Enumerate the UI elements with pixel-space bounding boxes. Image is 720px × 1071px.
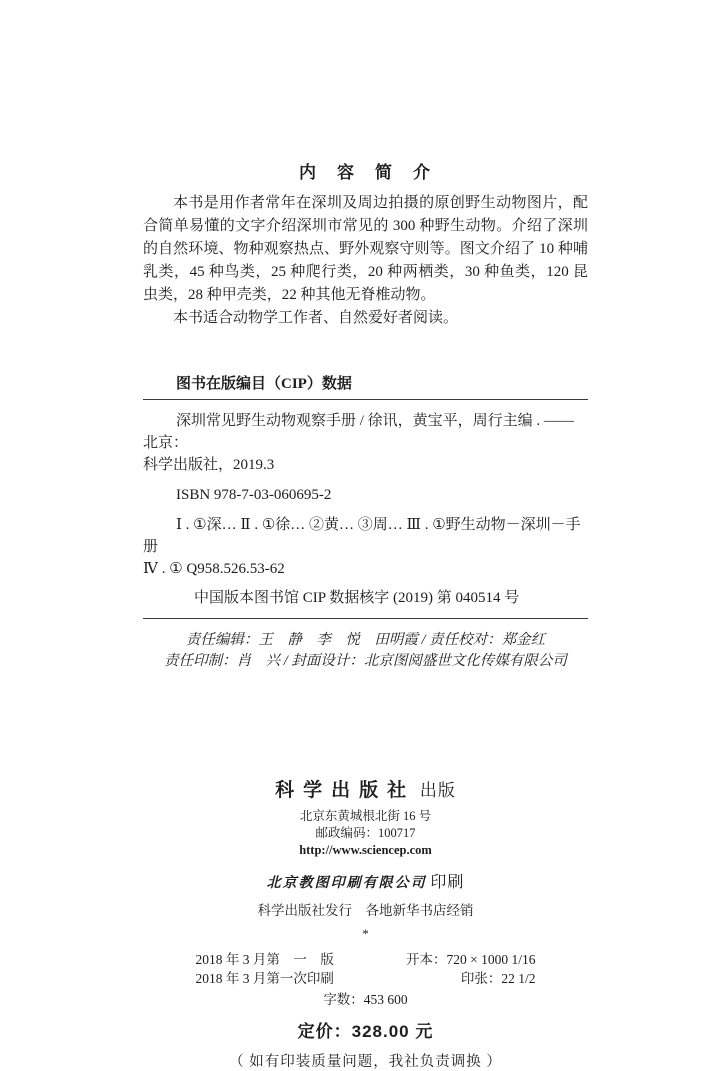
publisher-logo: 科学出版社 [275,780,416,801]
edition-date-1: 2018 年 3 月第 一 版 [195,952,334,967]
staff-line-printing: 责任印制：肖 兴 / 封面设计：北京图阅盛世文化传媒有限公司 [164,653,567,669]
intro-paragraph-2: 本书适合动物学工作者、自然爱好者阅读。 [173,310,459,326]
edition-sheets: 印张：22 1/2 [460,971,536,986]
publisher-address: 北京东黄城根北街 16 号 [299,809,432,823]
price-line: 定价：328.00 元 [297,1022,434,1041]
intro-paragraph-1: 本书是用作者常年在深圳及周边拍摄的原创野生动物图片，配合简单易懂的文字介绍深圳市常见的 300 种野生动物。介绍了深圳的自然环境、物种观察热点、野外观察守则等。图文介绍了 10 种哺乳类，45 种鸟类，25 种爬行类，20 种两栖类，30 种鱼类，120 昆虫类，28 种甲壳类，22 种其他无脊椎动物。 [143,195,588,303]
publisher-postcode: 邮政编码：100717 [315,826,416,840]
staff-line-editors: 责任编辑：王 静 李 悦 田明霞 / 责任校对：郑金红 [185,632,546,648]
printer-suffix: 印刷 [430,874,465,891]
publisher-address-block [143,808,588,859]
cip-title: 图书在版编目（CIP）数据 [176,376,352,392]
cip-top-rule [143,399,588,400]
edition-date-2: 2018 年 3 月第一次印刷 [195,971,334,986]
cip-classification-line2: Ⅳ . ① Q958.526.53-62 [143,561,285,577]
printer-name: 北京教图印刷有限公司 [266,876,427,891]
colophon-page [143,0,588,1071]
publisher-website: http://www.sciencep.com [299,843,432,857]
edition-block [196,950,536,988]
publisher-block [143,780,588,942]
cip-block [143,372,588,619]
cip-classification-line1: Ⅰ . ①深… Ⅱ . ①徐… ②黄… ③周… Ⅲ . ①野生动物－深圳－手册 [143,517,581,555]
cip-body [143,410,588,609]
staff-credits [143,630,588,672]
distribution-line: 科学出版社发行 各地新华书店经销 [257,903,474,918]
publisher-logo-suffix: 出版 [419,781,456,800]
intro-title: 内 容 简 介 [299,163,432,182]
edition-row-2 [196,969,536,988]
cip-isbn: ISBN 978-7-03-060695-2 [176,487,332,503]
cip-bottom-rule [143,618,588,619]
cip-record-line1: 深圳常见野生动物观察手册 / 徐讯，黄宝平，周行主编 . —— 北京： [143,413,574,451]
quality-notice: （ 如有印装质量问题，我社负责调换 ） [229,1054,502,1070]
word-count: 字数：453 600 [323,992,408,1007]
cip-record-number: 中国版本图书馆 CIP 数据核字 (2019) 第 040514 号 [194,590,520,606]
publisher-logo-line [143,780,588,802]
edition-format: 开本：720 × 1000 1/16 [406,952,536,967]
edition-row-1 [196,950,536,969]
printer-line [143,869,588,892]
cip-record-line2: 科学出版社，2019.3 [143,457,275,473]
separator-star: * [362,926,369,941]
